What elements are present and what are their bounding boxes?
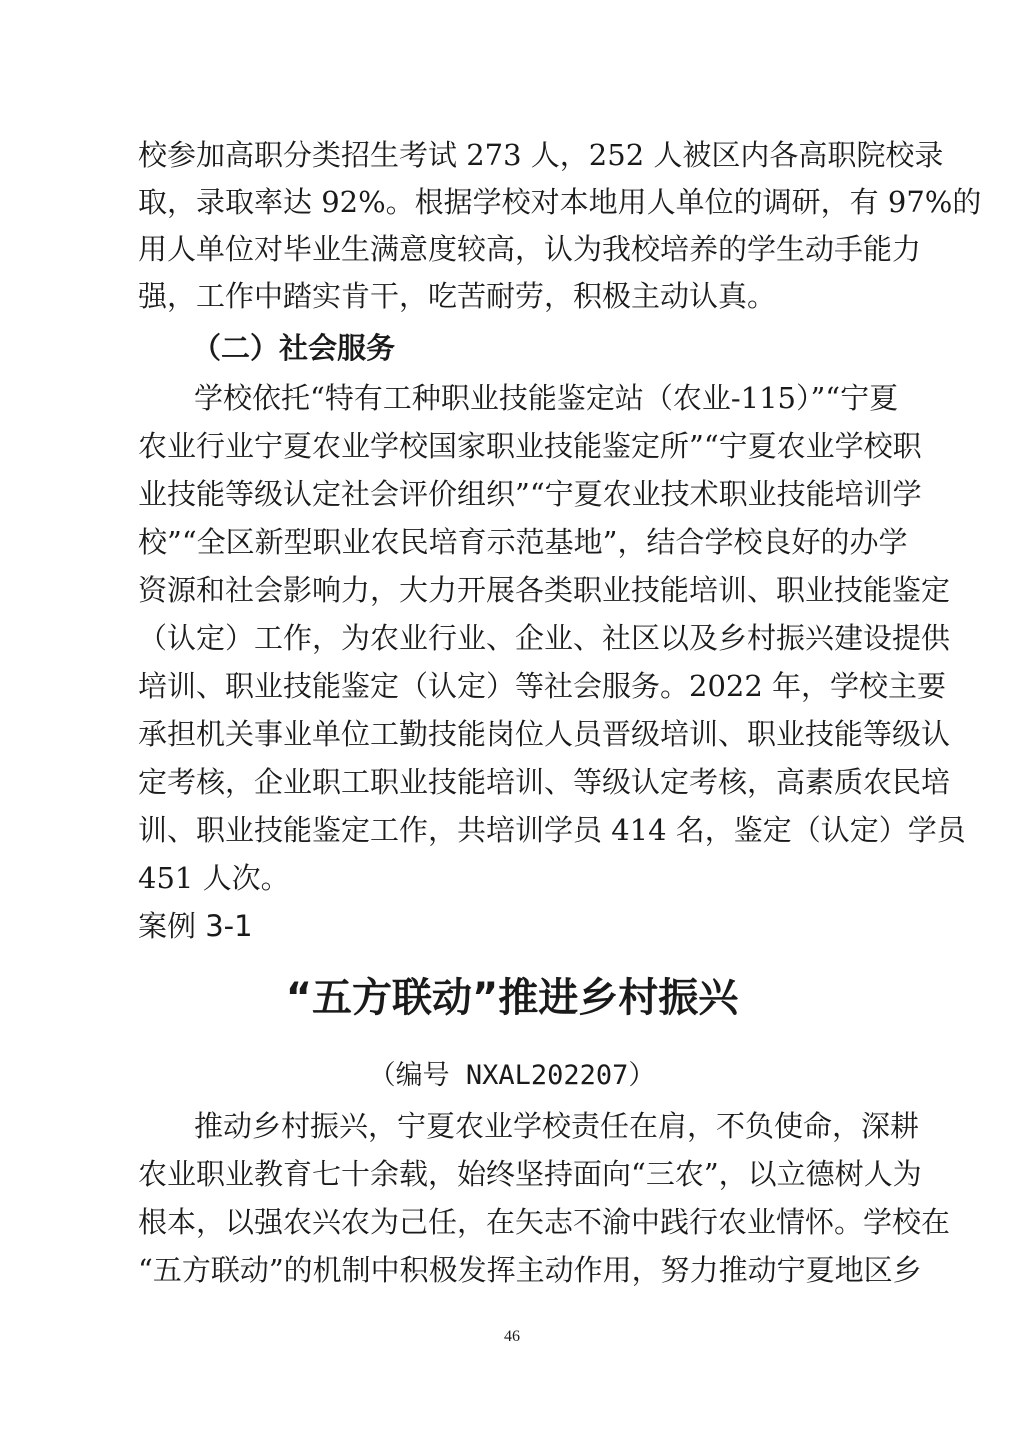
paragraph-line: 培训、职业技能鉴定（认定）等社会服务。2022 年，学校主要 [138, 669, 947, 703]
section-heading: （二）社会服务 [192, 331, 396, 365]
paragraph-line: 用人单位对毕业生满意度较高，认为我校培养的学生动手能力 [138, 232, 922, 266]
paragraph-line: 农业职业教育七十余载，始终坚持面向“三农”，以立德树人为 [138, 1157, 922, 1191]
paragraph-line: 承担机关事业单位工勤技能岗位人员晋级培训、职业技能等级认 [138, 717, 951, 751]
paragraph-line: （认定）工作，为农业行业、企业、社区以及乡村振兴建设提供 [138, 621, 951, 655]
paragraph-line: 定考核，企业职工职业技能培训、等级认定考核，高素质农民培 [138, 765, 951, 799]
paragraph-line: 强，工作中踏实肯干，吃苦耐劳，积极主动认真。 [138, 279, 777, 313]
case-label: 案例 3-1 [138, 909, 253, 943]
paragraph-line: “五方联动”的机制中积极发挥主动作用，努力推动宁夏地区乡 [138, 1253, 922, 1287]
case-title: “五方联动”推进乡村振兴 [285, 975, 739, 1021]
paragraph-line: 农业行业宁夏农业学校国家职业技能鉴定所”“宁夏农业学校职 [138, 429, 922, 463]
paragraph-line: 训、职业技能鉴定工作，共培训学员 414 名，鉴定（认定）学员 [138, 813, 966, 847]
paragraph-line: 推动乡村振兴，宁夏农业学校责任在肩，不负使命，深耕 [194, 1109, 920, 1143]
case-number: （编号 NXAL202207） [368, 1060, 656, 1091]
paragraph-line: 根本，以强农兴农为己任，在矢志不渝中践行农业情怀。学校在 [138, 1205, 951, 1239]
paragraph-line: 451 人次。 [138, 861, 290, 895]
page-number: 46 [504, 1328, 520, 1345]
paragraph-line: 校”“全区新型职业农民培育示范基地”，结合学校良好的办学 [138, 525, 908, 559]
paragraph-line: 学校依托“特有工种职业技能鉴定站（农业-115）”“宁夏 [194, 381, 899, 415]
paragraph-line: 校参加高职分类招生考试 273 人，252 人被区内各高职院校录 [138, 138, 944, 172]
paragraph-line: 业技能等级认定社会评价组织”“宁夏农业技术职业技能培训学 [138, 477, 922, 511]
paragraph-line: 取，录取率达 92%。根据学校对本地用人单位的调研，有 97%的 [138, 185, 982, 219]
paragraph-line: 资源和社会影响力，大力开展各类职业技能培训、职业技能鉴定 [138, 573, 951, 607]
